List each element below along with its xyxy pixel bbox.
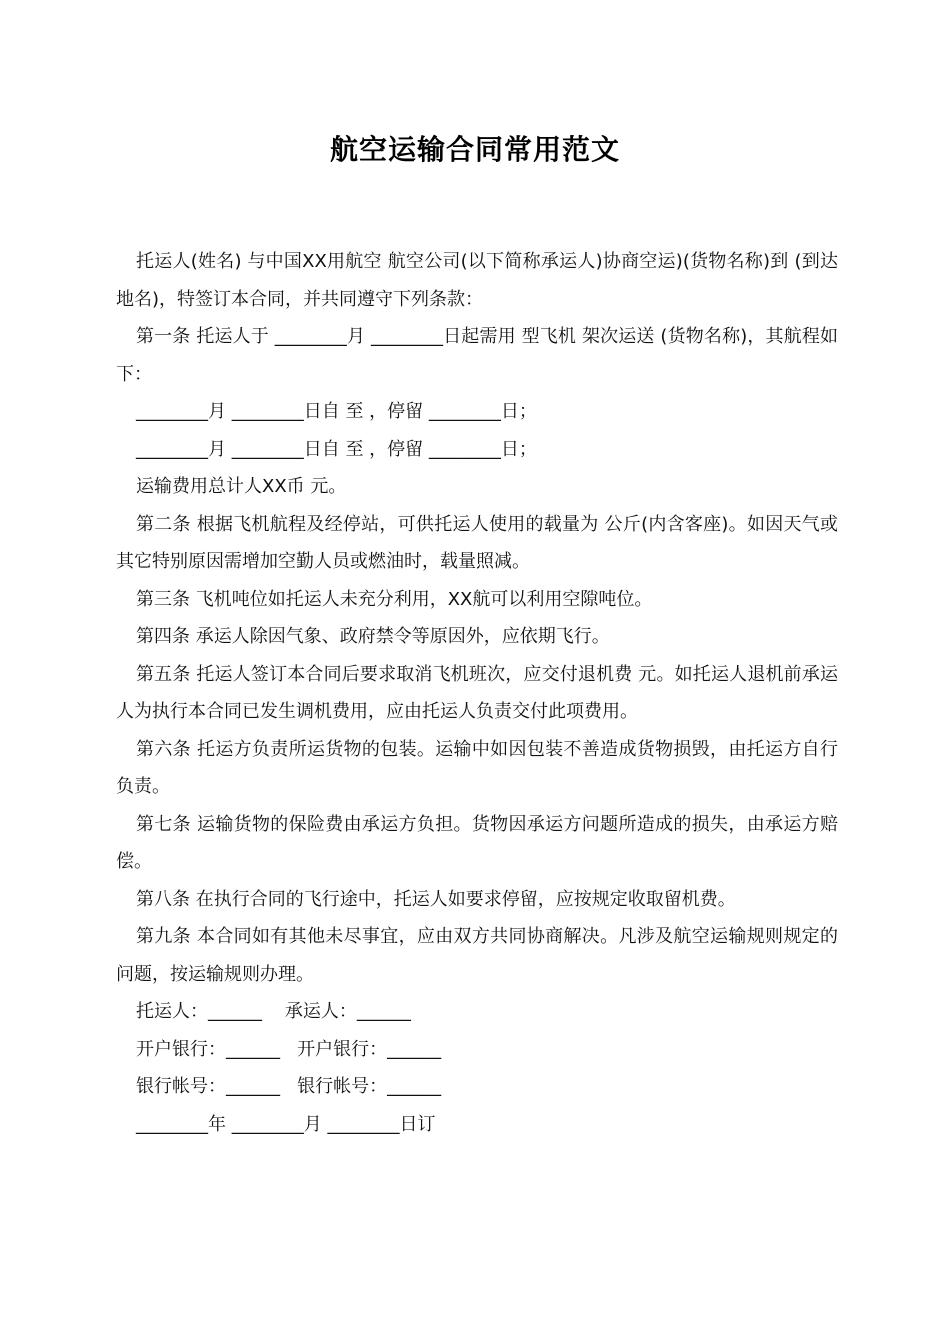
- carrier-bank: 开户银行：______: [297, 1038, 442, 1060]
- article-3-paragraph: 第三条 飞机吨位如托运人未充分利用，XX航可以利用空隙吨位。: [136, 588, 653, 610]
- article-4-paragraph: 第四条 承运人除因气象、政府禁令等原因外，应依期飞行。: [136, 626, 610, 647]
- signature-parties-row: [116, 993, 838, 1031]
- shipper-account: 银行帐号：______: [136, 1076, 280, 1097]
- preamble-paragraph: 托运人(姓名) 与中国XX用航空 航空公司(以下简称承运人)协商空运)(货物名称)到 (到达地名)，特签订本合同，并共同遵守下列条款：: [116, 251, 838, 310]
- shipper-bank: 开户银行：______: [136, 1038, 280, 1060]
- article-9-paragraph: 第九条 本合同如有其他未尽事宜，应由双方共同协商解决。凡涉及航空运输规则规定的问题，按运输规则办理。: [116, 926, 838, 985]
- document-title: 航空运输合同常用范文: [329, 133, 620, 166]
- route-line-2: ________月 ________日自 至 ，停留 ________日；: [136, 438, 537, 460]
- signing-date: ________年 ________月 ________日订: [136, 1113, 436, 1135]
- carrier-signature: 承运人：______: [284, 1001, 411, 1022]
- carrier-account: 银行帐号：______: [297, 1076, 442, 1097]
- transport-fee-line: 运输费用总计人XX币 元。: [136, 476, 347, 497]
- signature-account-row: [116, 1068, 838, 1106]
- article-6-paragraph: 第六条 托运方负责所运货物的包装。运输中如因包装不善造成货物损毁，由托运方自行负责。: [116, 738, 838, 797]
- signature-date-row: [116, 1106, 838, 1144]
- document-body: [116, 243, 838, 1143]
- article-2-paragraph: 第二条 根据飞机航程及经停站，可供托运人使用的载量为 公斤(内含客座)。如因天气或其它特别原因需增加空勤人员或燃油时，载量照减。: [116, 513, 838, 572]
- article-7-paragraph: 第七条 运输货物的保险费由承运方负担。货物因承运方问题所造成的损失，由承运方赔偿。: [116, 813, 838, 872]
- article-5-paragraph: 第五条 托运人签订本合同后要求取消飞机班次，应交付退机费 元。如托运人退机前承运人为执行本合同已发生调机费用，应由托运人负责交付此项费用。: [116, 663, 838, 722]
- shipper-signature: 托运人：______: [136, 1001, 262, 1022]
- route-line-1: ________月 ________日自 至 ，停留 ________日；: [136, 401, 537, 422]
- article-8-paragraph: 第八条 在执行合同的飞行途中，托运人如要求停留，应按规定收取留机费。: [136, 888, 736, 910]
- signature-bank-row: [116, 1031, 838, 1069]
- article-1-paragraph: 第一条 托运人于 ________月 ________日起需用 型飞机 架次运送 (货物名称)，其航程如下：: [116, 326, 838, 385]
